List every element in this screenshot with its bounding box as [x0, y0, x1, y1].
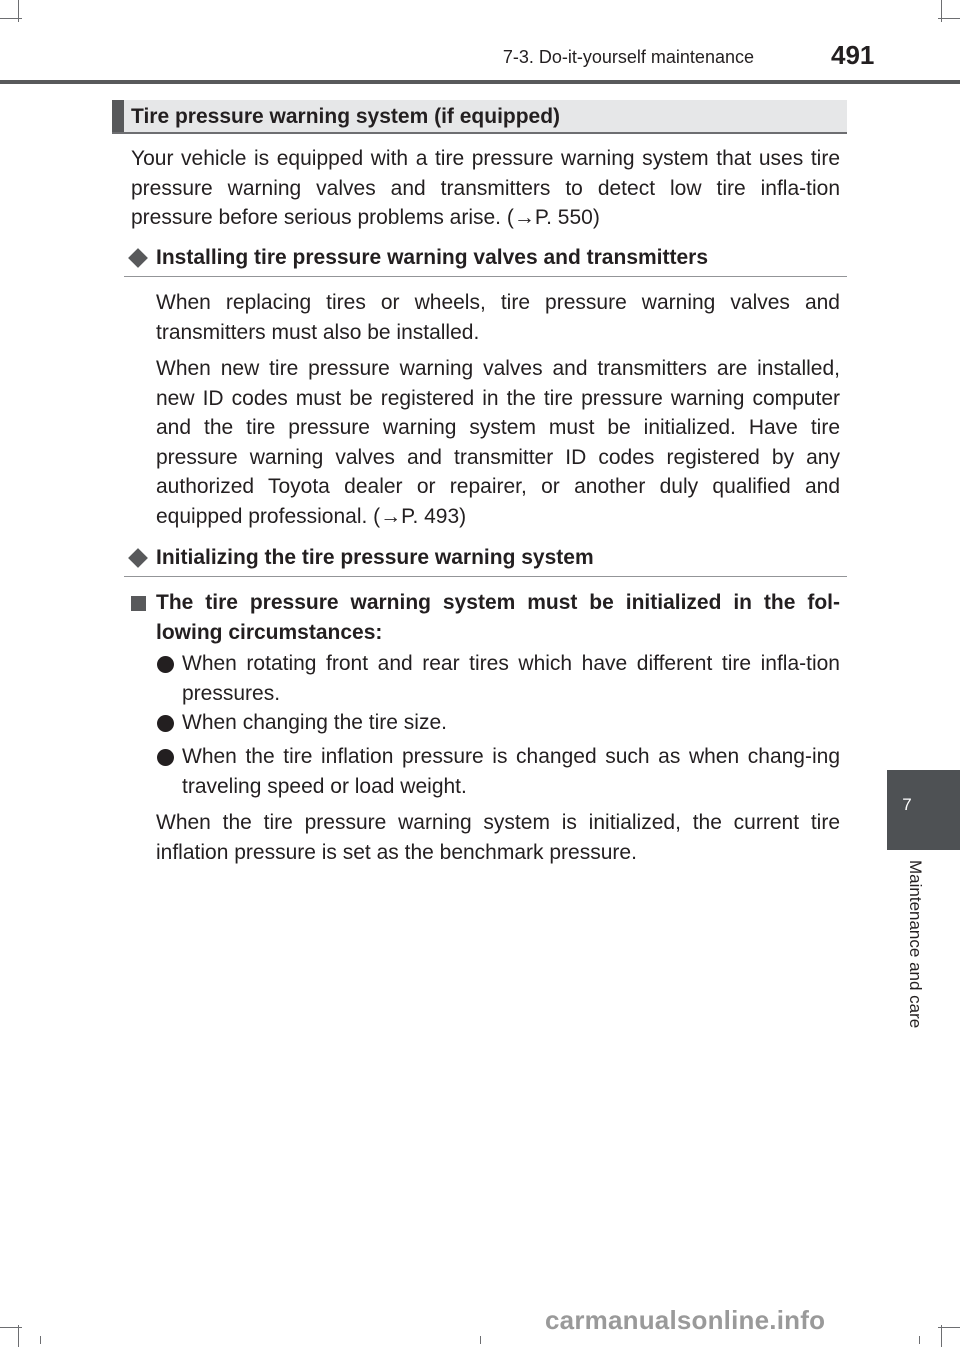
installing-paragraph-1: When replacing tires or wheels, tire pressure warning valves and transmitters must also be installed.	[156, 291, 840, 344]
page-number: 491	[831, 40, 875, 70]
square-bullet-icon	[131, 596, 146, 611]
chapter-number: 7	[902, 795, 912, 814]
condition-item: When rotating front and rear tires which have different tire infla-tion pressures.	[182, 652, 840, 705]
subsection-rule	[124, 276, 847, 277]
subsection-rule	[124, 576, 847, 577]
condition-heading: The tire pressure warning system must be initialized in the fol-lowing circumstances:	[156, 591, 840, 644]
dot-bullet-icon	[157, 656, 174, 673]
crop-mark-top-right-h	[938, 18, 960, 19]
subsection-heading-installing: Installing tire pressure warning valves and transmitters	[156, 246, 709, 269]
watermark: carmanualsonline.info	[545, 1305, 826, 1335]
dot-bullet-icon	[157, 749, 174, 766]
registration-tick	[40, 1336, 41, 1344]
crop-mark-top-left-h	[0, 18, 22, 19]
condition-item: When the tire inflation pressure is changed such as when chang-ing traveling speed or load weight.	[182, 745, 840, 798]
chapter-label-text: Maintenance and care	[906, 860, 925, 1029]
crop-mark-bottom-right-v	[941, 1325, 942, 1347]
registration-tick	[480, 1336, 481, 1344]
running-header: 7-3. Do-it-yourself maintenance	[502, 47, 754, 67]
crop-mark-bottom-left-h	[0, 1327, 22, 1328]
closing-paragraph: When the tire pressure warning system is initialized, the current tire inflation pressure is set as the benchmark pressure.	[156, 811, 840, 864]
diamond-bullet-icon	[128, 248, 148, 268]
condition-item: When changing the tire size.	[182, 711, 447, 734]
crop-mark-bottom-right-h	[938, 1327, 960, 1328]
section-title-accent	[112, 100, 124, 134]
header-rule	[0, 80, 960, 84]
intro-paragraph: Your vehicle is equipped with a tire pressure warning system that uses tire pressure warning valves and transmitters to detect low tire infla-tion pressure before serious problems arise. (→P. 550)	[131, 147, 840, 230]
diamond-bullet-icon	[128, 548, 148, 568]
section-title-underline	[112, 132, 847, 134]
subsection-heading-initializing: Initializing the tire pressure warning system	[156, 546, 594, 569]
crop-mark-bottom-left-v	[18, 1325, 19, 1347]
dot-bullet-icon	[157, 715, 174, 732]
chapter-label	[907, 860, 927, 1060]
section-title: Tire pressure warning system (if equipped)	[131, 105, 561, 128]
registration-tick	[919, 1336, 920, 1344]
installing-paragraph-2: When new tire pressure warning valves and transmitters are installed, new ID codes must be registered in the tire pressure warning computer and the tire pressure warning system must be initialized. Have tire pressure warning valves and transmitter ID codes registered by any authorized Toyota dealer or repairer, or another duly qualified and equipped professional. (→P. 493)	[156, 357, 840, 528]
